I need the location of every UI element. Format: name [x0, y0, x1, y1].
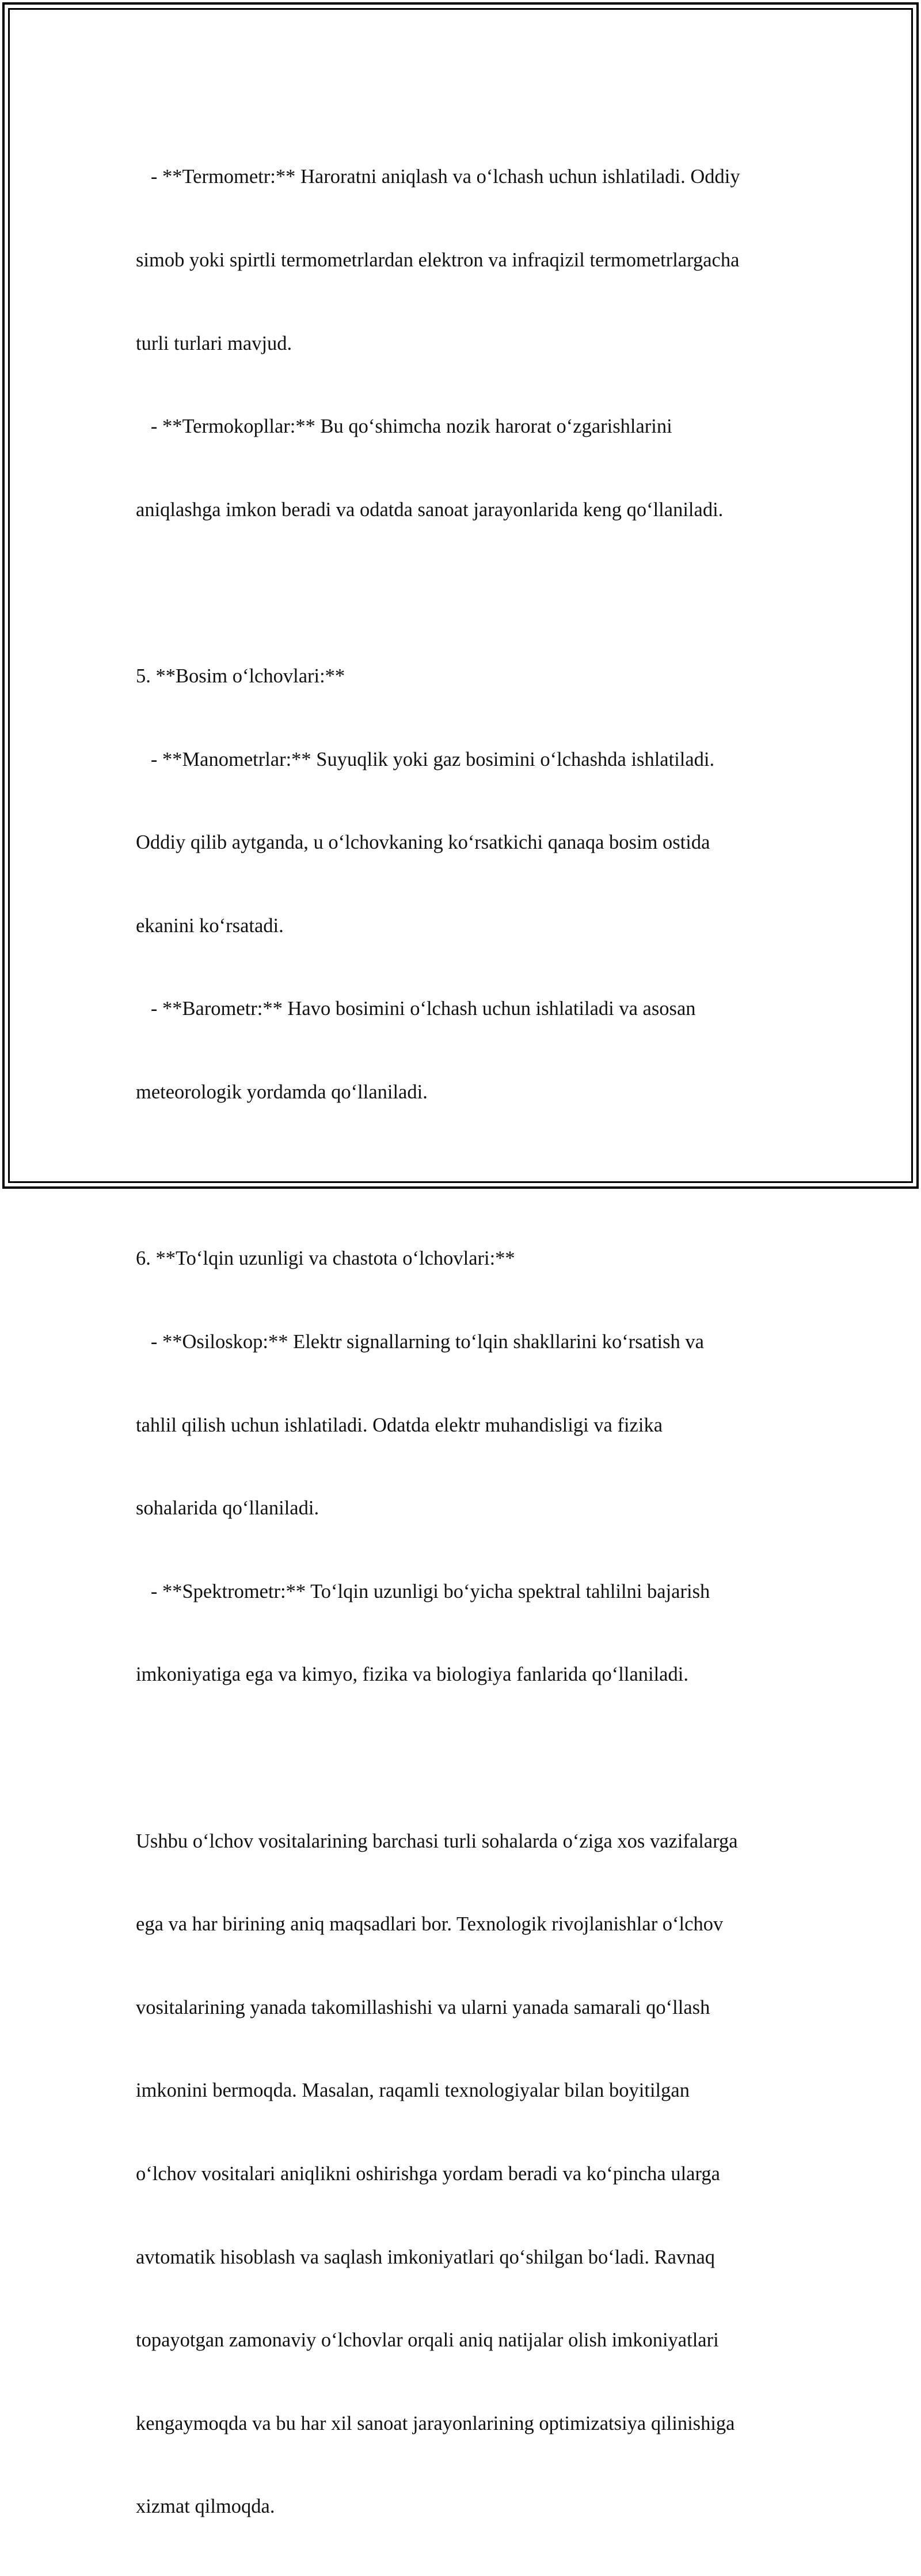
text-line: topayotgan zamonaviy o‘lchovlar orqali aniq natijalar olish imkoniyatlari [136, 2329, 719, 2352]
paragraph-spacer [136, 579, 792, 606]
text-line: - **Manometrlar:** Suyuqlik yoki gaz bosimini o‘lchashda ishlatiladi. [136, 748, 715, 770]
paragraph-spacer [136, 1162, 792, 1189]
text-line: vositalarining yanada takomillashishi va ularni yanada samarali qo‘llash [136, 1996, 710, 2018]
paragraph-spacer [136, 1744, 792, 1772]
text-line: tahlil qilish uchun ishlatiladi. Odatda elektr muhandisligi va fizika [136, 1414, 663, 1436]
text-line: - **Termometr:** Haroratni aniqlash va o‘lchash uchun ishlatiladi. Oddiy [136, 166, 740, 188]
text-line: - **Spektrometr:** To‘lqin uzunligi bo‘yicha spektral tahlilni bajarish [136, 1580, 710, 1602]
text-line: ega va har birining aniq maqsadlari bor. Texnologik rivojlanishlar o‘lchov [136, 1913, 724, 1936]
section-heading-line: 5. **Bosim o‘lchovlari:** [136, 665, 345, 688]
text-line: xizmat qilmoqda. [136, 2495, 275, 2518]
text-line: simob yoki spirtli termometrlardan elektron va infraqizil termometrlargacha [136, 249, 740, 272]
paragraph-wave-measurements [136, 1189, 792, 1744]
text-line: Ushbu o‘lchov vositalarining barchasi turli sohalarda o‘ziga xos vazifalarga [136, 1830, 738, 1852]
paragraph-temperature-instruments [136, 108, 792, 579]
text-line: imkonini bermoqda. Masalan, raqamli texnologiyalar bilan boyitilgan [136, 2079, 690, 2102]
text-line: ekanini ko‘rsatadi. [136, 914, 284, 937]
text-line: o‘lchov vositalari aniqlikni oshirishga yordam beradi va ko‘pincha ularga [136, 2162, 720, 2185]
text-line: avtomatik hisoblash va saqlash imkoniyatlari qo‘shilgan bo‘ladi. Ravnaq [136, 2246, 716, 2268]
text-line: - **Termokopllar:** Bu qo‘shimcha nozik harorat o‘zgarishlarini [136, 415, 672, 438]
text-line: kengaymoqda va bu har xil sanoat jarayonlarining optimizatsiya qilinishiga [136, 2412, 735, 2434]
document-body [136, 108, 792, 2576]
text-line: - **Barometr:** Havo bosimini o‘lchash uchun ishlatiladi va asosan [136, 998, 696, 1020]
section-heading-line: 6. **To‘lqin uzunligi va chastota o‘lchovlari:** [136, 1247, 515, 1270]
paragraph-conclusion [136, 1772, 792, 2576]
text-line: turli turlari mavjud. [136, 332, 292, 354]
paragraph-pressure-measurements [136, 607, 792, 1162]
text-line: imkoniyatiga ega va kimyo, fizika va biologiya fanlarida qo‘llaniladi. [136, 1663, 688, 1686]
text-line: - **Osiloskop:** Elektr signallarning to‘lqin shakllarini ko‘rsatish va [136, 1330, 704, 1353]
text-line: sohalarida qo‘llaniladi. [136, 1497, 319, 1520]
text-line: meteorologik yordamda qo‘llaniladi. [136, 1081, 428, 1104]
text-line: Oddiy qilib aytganda, u o‘lchovkaning ko‘rsatkichi qanaqa bosim ostida [136, 831, 710, 854]
text-line: aniqlashga imkon beradi va odatda sanoat jarayonlarida keng qo‘llaniladi. [136, 498, 724, 521]
